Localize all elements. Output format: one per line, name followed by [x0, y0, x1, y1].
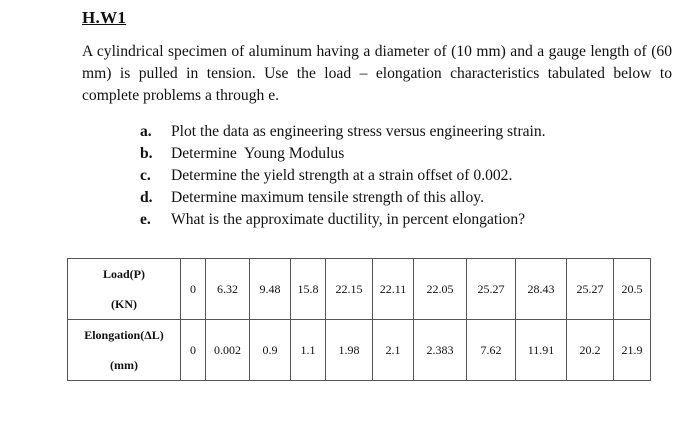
problem-item [140, 209, 546, 231]
problem-statement: A cylindrical specimen of aluminum having a diameter of (10 mm) and a gauge length of (60 mm) is pulled in tension. Use the load – elongation characteristics tabulated below to complete problems a through e. [82, 43, 672, 104]
problem-letter: d. [140, 189, 153, 206]
problem-text: Determine the yield strength at a strain offset of 0.002. [171, 167, 513, 184]
table-cell: 25.27 [567, 259, 614, 320]
table-cell: 2.383 [414, 320, 467, 381]
elongation-unit: (mm) [110, 358, 138, 372]
table-cell: 22.11 [373, 259, 414, 320]
table-cell: 0 [181, 320, 206, 381]
elongation-label: Elongation(ΔL) [84, 328, 164, 342]
problem-item [140, 143, 546, 165]
table-row-elongation [68, 320, 651, 381]
problem-item [140, 165, 546, 187]
table-cell: 20.2 [567, 320, 614, 381]
table-cell: 21.9 [614, 320, 651, 381]
table-cell: 7.62 [467, 320, 516, 381]
problem-letter: b. [140, 145, 153, 162]
problem-letter: c. [140, 167, 151, 184]
problem-item [140, 121, 546, 143]
problem-letter: e. [140, 211, 151, 228]
table-cell: 0.9 [250, 320, 291, 381]
load-label: Load(P) [103, 267, 145, 281]
table-cell: 11.91 [516, 320, 567, 381]
table-cell: 2.1 [373, 320, 414, 381]
load-header-cell [68, 259, 181, 320]
homework-title: H.W1 [82, 8, 127, 27]
table-cell: 22.15 [326, 259, 373, 320]
table-cell: 22.05 [414, 259, 467, 320]
load-unit: (KN) [111, 297, 137, 311]
table-cell: 20.5 [614, 259, 651, 320]
table-cell: 6.32 [206, 259, 250, 320]
problem-text: Determine Young Modulus [171, 145, 345, 162]
table-cell: 28.43 [516, 259, 567, 320]
problem-text: Plot the data as engineering stress versus engineering strain. [171, 123, 546, 140]
elongation-header-cell [68, 320, 181, 381]
problem-text: Determine maximum tensile strength of this alloy. [171, 189, 484, 206]
table-cell: 25.27 [467, 259, 516, 320]
problem-list [140, 121, 546, 231]
table-cell: 15.8 [291, 259, 326, 320]
problem-item [140, 187, 546, 209]
table-cell: 1.98 [326, 320, 373, 381]
table-row-load [68, 259, 651, 320]
load-elongation-table [67, 258, 651, 381]
problem-text: What is the approximate ductility, in percent elongation? [171, 211, 526, 228]
table-cell: 1.1 [291, 320, 326, 381]
table-cell: 0.002 [206, 320, 250, 381]
table-cell: 0 [181, 259, 206, 320]
table-cell: 9.48 [250, 259, 291, 320]
problem-letter: a. [140, 123, 152, 140]
